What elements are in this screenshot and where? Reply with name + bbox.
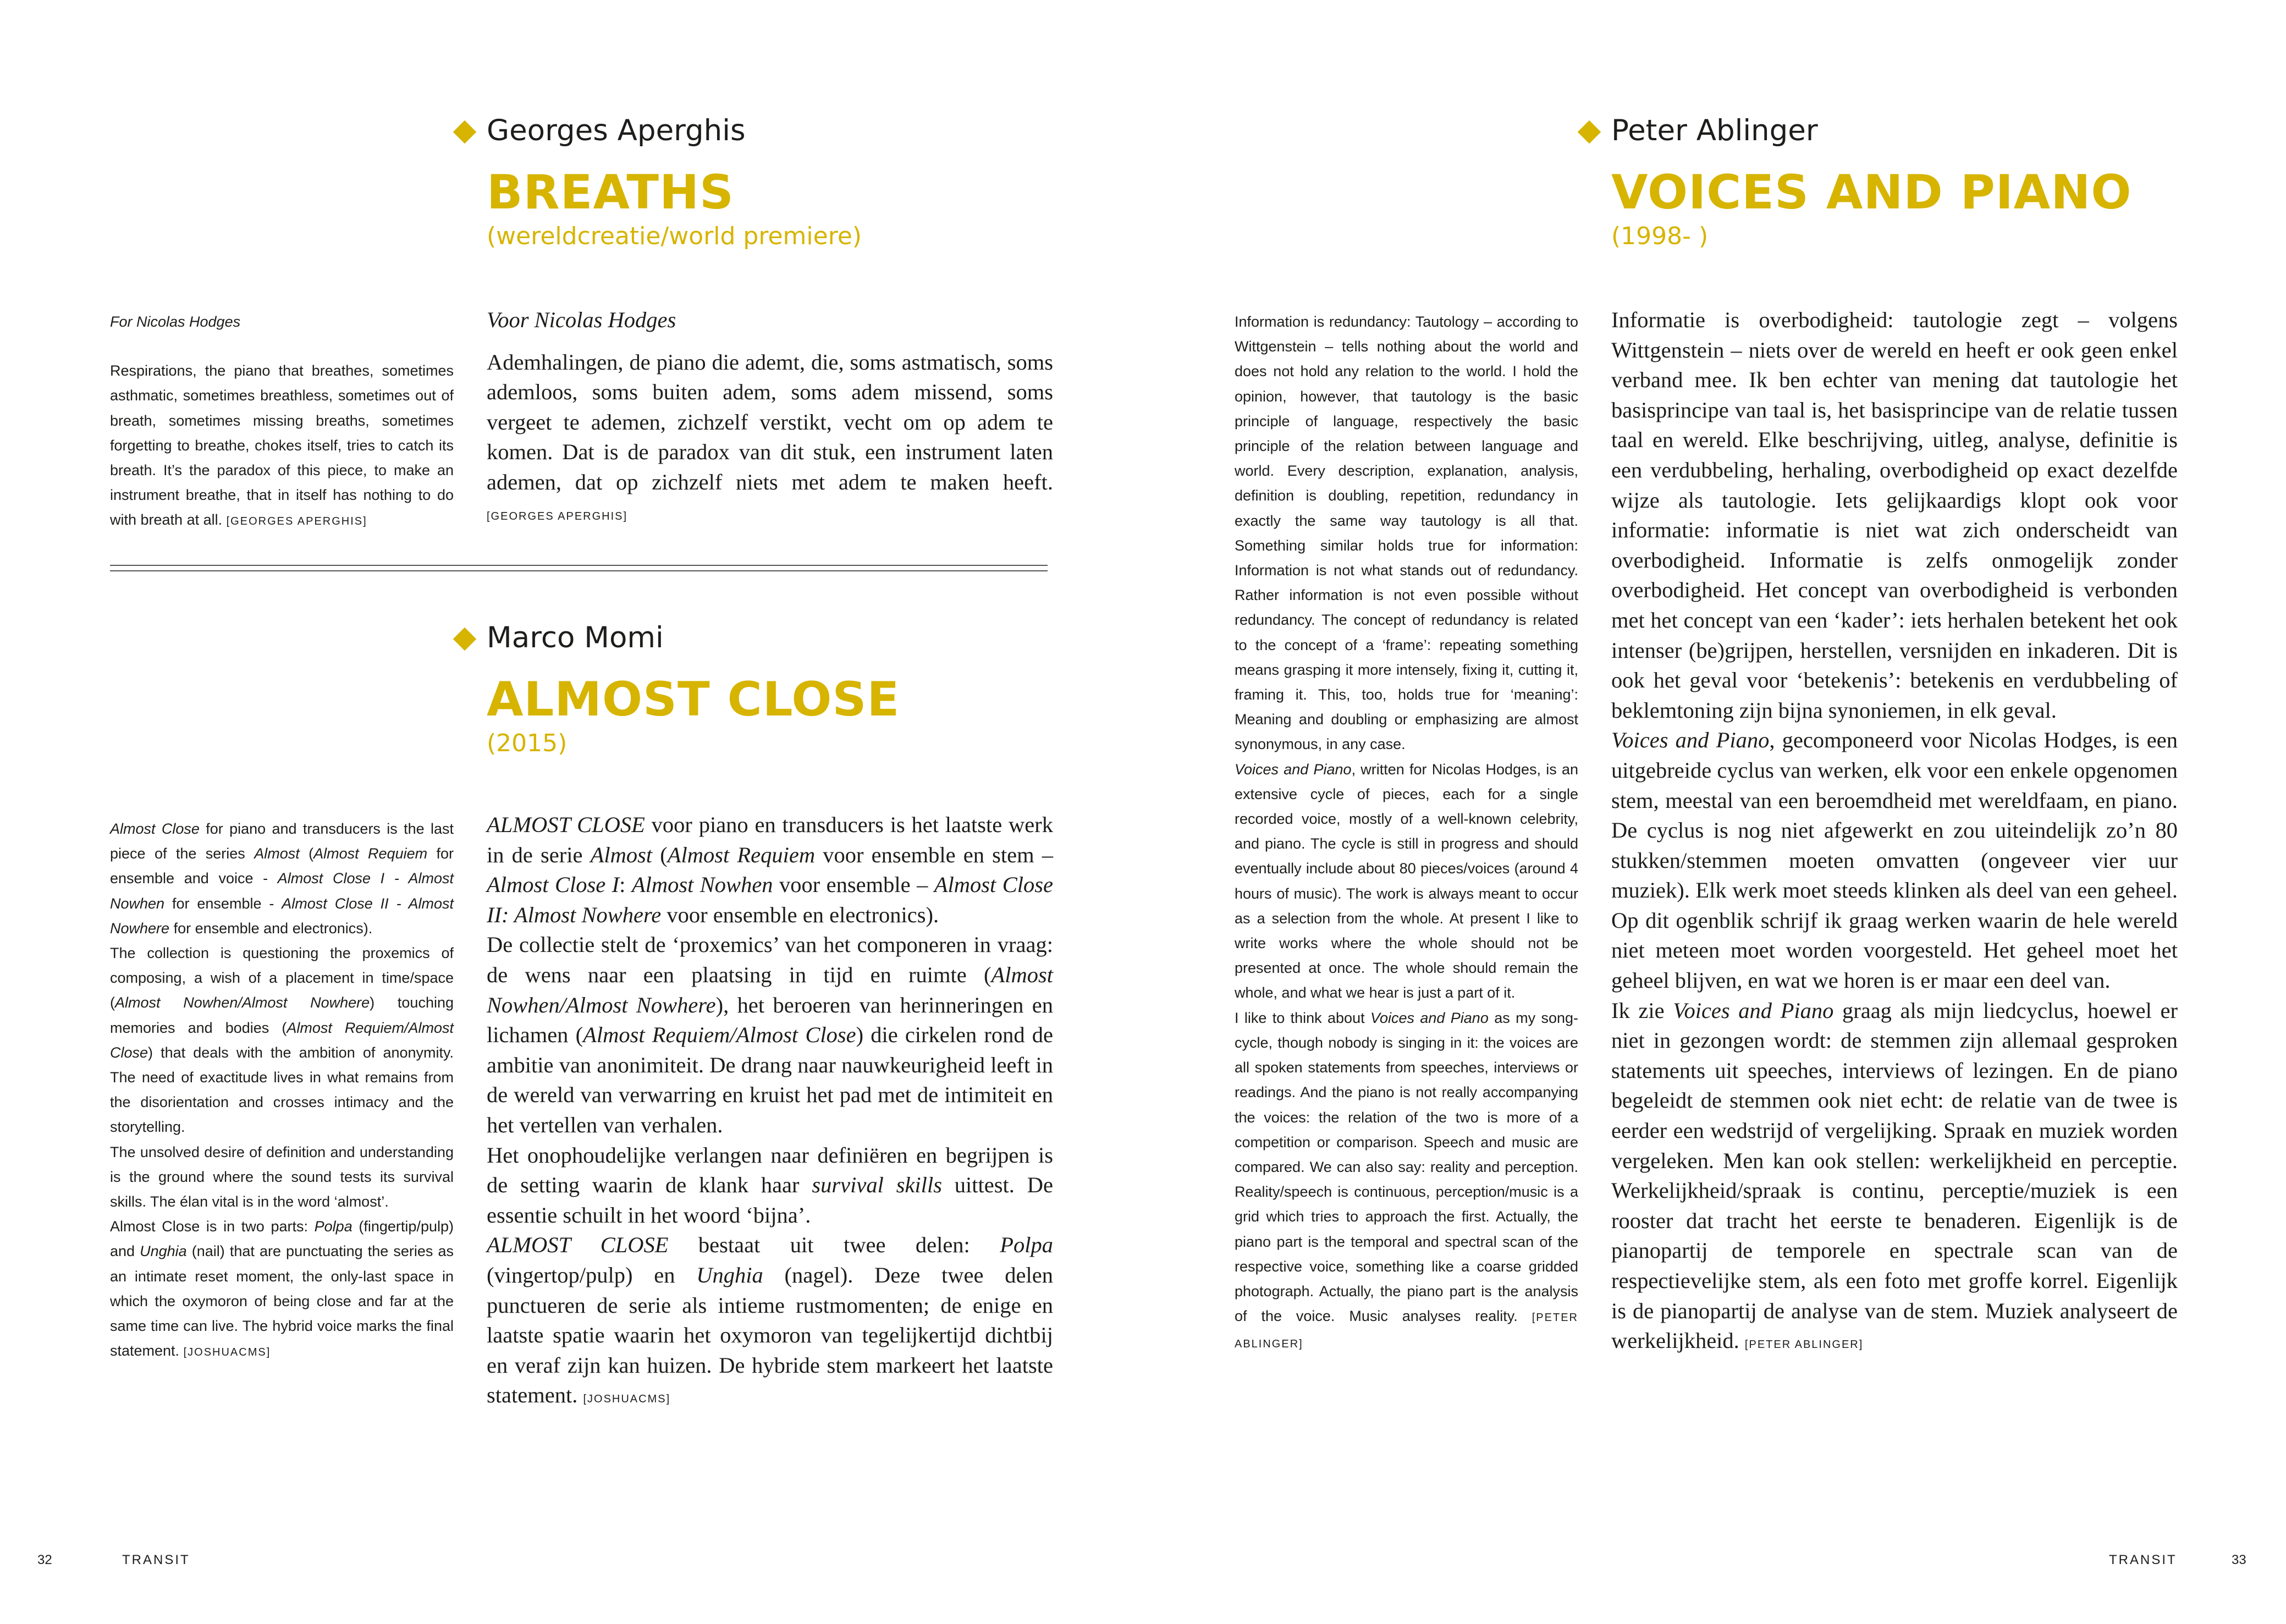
paragraph-dutch-momi-2: De collectie stelt de ‘proxemics’ van het componeren in vraag: de wens naar een plaatsing in tijd en ruimte (Almost Nowhen/Almost Nowhere), het beroeren van herinneringen en lichamen (Almost Requiem/Almost Close) die cirkelen rond de ambitie van anonimiteit. De drang naar nauwkeurigheid leeft in de wereld van verwarring en kruist het pad met de intimiteit en het vertellen van verhalen. (487, 932, 1054, 1137)
piece-subtitle-voices-and-piano: (1998- ) (1611, 222, 1709, 250)
author-credit: [PETER ABLINGER] (1235, 1312, 1578, 1351)
paragraph-dutch-momi-3: Het onophoudelijke verlangen naar definiëren en begrijpen is de setting waarin de klank haar survival skills uittest. De essentie schuilt in het woord ‘bijna’. (487, 1142, 1053, 1227)
page-number-left: 32 (37, 1553, 52, 1567)
diamond-bullet-icon (453, 120, 476, 144)
paragraph-english-ablinger-3: I like to think about Voices and Piano as my song-cycle, though nobody is singing in it: the voices are all spoken statements from speeches, interviews or readings. And the piano is not really accompanying the voices: the relation of the two is more of a competition or comparison. Speech and music are compared. We can also say: reality and perception. Reality/speech is continuous, perception/music is a grid which tries to approach the first. Actually, the piano part is the temporal and spectral scan of the respective voice, something like a coarse gridded photograph. Actually, the piano part is the analysis of the voice. Music analyses reality. [PETER ABLINGER] (1235, 1009, 1578, 1351)
dedication-dutch: Voor Nicolas Hodges (487, 307, 676, 332)
english-text-aperghis (110, 310, 454, 535)
composer-name-ablinger: Peter Ablinger (1611, 114, 1818, 147)
paragraph-english-momi-2: The collection is questioning the proxemics of composing, a wish of a placement in time/space (Almost Nowhen/Almost Nowhere) touching memories and bodies (Almost Requiem/Almost Close) that deals with the ambition of anonymity. The need of exactitude lives in what remains from the disorientation and crosses intimacy and the storytelling. (110, 945, 454, 1136)
author-credit: [PETER ABLINGER] (1744, 1339, 1864, 1351)
dutch-text-ablinger (1611, 305, 2178, 1360)
dutch-text-momi (487, 810, 1053, 1414)
paragraph-english-momi-3: The unsolved desire of definition and understanding is the ground where the sound tests its survival skills. The élan vital is in the word ‘almost’. (110, 1143, 454, 1210)
paragraph-english-ablinger-2: Voices and Piano, written for Nicolas Hodges, is an extensive cycle of pieces, each for a single recorded voice, mostly of a well-known celebrity, and piano. The cycle is still in progress and should eventually include about 80 pieces/voices (around 4 hours of music). The work is always meant to occur as a selection from the whole. At present I like to write works where the whole should not be presented at once. The whole should remain the whole, and what we hear is just a part of it. (1235, 761, 1578, 1001)
paragraph-dutch-aperghis: Ademhalingen, de piano die ademt, die, soms astmatisch, soms ademloos, soms buiten adem, soms adem missend, soms vergeet te ademen, zichzelf verstikt, vecht om op adem te komen. Dat is de paradox van dit stuk, een instrument laten ademen, dat op zichzelf niets met adem te maken heeft. [GEORGES APERGHIS] (487, 349, 1053, 522)
paragraph-english-momi-4: Almost Close is in two parts: Polpa (fingertip/pulp) and Unghia (nail) that are punctuating the series as an intimate reset moment, the only-last space in which the oxymoron of being close and far at the same time can live. The hybrid voice marks the final statement. [JOSHUACMS] (110, 1218, 454, 1359)
piece-subtitle-almost-close: (2015) (487, 729, 568, 757)
piece-title-almost-close: ALMOST CLOSE (487, 672, 900, 727)
author-credit: [GEORGES APERGHIS] (487, 510, 628, 522)
piece-subtitle-breaths: (wereldcreatie/world premiere) (487, 222, 862, 250)
section-divider (110, 565, 1048, 566)
author-credit: [JOSHUACMS] (183, 1346, 271, 1359)
dutch-text-aperghis (487, 305, 1053, 531)
page-number-right: 33 (2232, 1553, 2246, 1567)
paragraph-dutch-momi-1: ALMOST CLOSE voor piano en transducers is het laatste werk in de serie Almost (Almost Requiem voor ensemble en stem – Almost Close I: Almost Nowhen voor ensemble – Almost Close II: Almost Nowhere voor ensemble en electronics). (487, 812, 1053, 927)
diamond-bullet-icon (1578, 120, 1601, 144)
paragraph-dutch-ablinger-3: Ik zie Voices and Piano graag als mijn liedcyclus, hoewel er niet in gezongen wordt: de stemmen zijn allemaal gesproken statements uit speeches, interviews of lezingen. En de piano begeleidt de stemmen ook niet echt: de relatie van de twee is eerder een wedstrijd of vergelijking. Spraak en muziek worden vergeleken. Men kan ook stellen: werkelijkheid en perceptie. Werkelijkheid/spraak is continu, perceptie/muziek is een rooster dat tracht het eerste te benaderen. Eigenlijk is de pianopartij de temporele en spectrale scan van de respectievelijke stem, als een foto met groffe korrel. Eigenlijk is de pianopartij de analyse van de stem. Muziek analyseert de werkelijkheid. [PETER ABLINGER] (1611, 998, 2178, 1353)
running-footer-right: TRANSIT (2109, 1553, 2177, 1567)
paragraph-english-aperghis: Respirations, the piano that breathes, sometimes asthmatic, sometimes breathless, sometimes out of breath, sometimes missing breaths, sometimes forgetting to breathe, chokes itself, tries to catch its breath. It’s the paradox of this piece, to make an instrument breathe, that in itself has nothing to do with breath at all. [GEORGES APERGHIS] (110, 362, 454, 529)
paragraph-dutch-momi-4: ALMOST CLOSE bestaat uit twee delen: Polpa (vingertop/pulp) en Unghia (nagel). Deze twee delen punctueren de serie als intieme rustmomenten; de enige en laatste spatie waarin het oxymoron van tegelijkertijd dichtbij en veraf zijn kan huizen. De hybride stem markeert het laatste statement. [JOSHUACMS] (487, 1232, 1053, 1408)
paragraph-dutch-ablinger-1: Informatie is overbodigheid: tautologie zegt – volgens Wittgenstein – niets over de wereld en heeft er ook geen enkel verband mee. Ik ben echter van mening dat tautologie het basisprincipe van taal is, het basisprincipe van de relatie tussen taal en wereld. Elke beschrijving, uitleg, analyse, definitie is een verdubbeling, herhaling, overbodigheid op exact dezelfde wijze als tautologie. Iets gelijkaardigs klopt ook voor informatie: informatie is niet wat zich onderscheidt van overbodigheid. Informatie is zelfs onmogelijk zonder overbodigheid. Het concept van overbodigheid is verbonden met het concept van een ‘kader’: iets herhalen betekent het ook intenser (be)grijpen, herstellen, versnijden en inkaderen. Dit is ook het geval voor ‘betekenis’: betekenis en verdubbeling of beklemtoning zijn bijna synoniemen, in elk geval. (1611, 307, 2178, 723)
piece-title-breaths: BREATHS (487, 165, 734, 220)
paragraph-english-ablinger-1: Information is redundancy: Tautology – according to Wittgenstein – tells nothing about the world and does not hold any relation to the world. I hold the opinion, however, that tautology is the basic principle of language, respectively the basic principle of the relation between language and world. Every description, explanation, analysis, definition is doubling, repetition, redundancy in exactly the same way tautology is all that. Something similar holds true for information: Information is not what stands out of redundancy. Rather information is not even possible without redundancy. The concept of redundancy is related to the concept of a ‘frame’: repeating something means grasping it more intensely, fixing it, cutting it, framing it. This, too, holds true for ‘meaning’: Meaning and doubling or emphasizing are almost synonymous, in any case. (1235, 313, 1578, 753)
diamond-bullet-icon (453, 627, 476, 651)
paragraph-english-momi-1: Almost Close for piano and transducers is the last piece of the series Almost (Almost Requiem for ensemble and voice - Almost Close I - Almost Nowhen for ensemble - Almost Close II - Almost Nowhere for ensemble and electronics). (110, 821, 454, 937)
section-divider (110, 570, 1048, 571)
english-text-momi (110, 817, 454, 1365)
english-text-ablinger (1235, 310, 1578, 1357)
piece-title-voices-and-piano: VOICES AND PIANO (1611, 165, 2132, 220)
dedication-english: For Nicolas Hodges (110, 313, 241, 330)
author-credit: [JOSHUACMS] (583, 1393, 671, 1406)
running-footer-left: TRANSIT (122, 1553, 190, 1567)
composer-name-aperghis: Georges Aperghis (487, 114, 746, 147)
paragraph-dutch-ablinger-2: Voices and Piano, gecomponeerd voor Nicolas Hodges, is een uitgebreide cyclus van werken, elk voor een enkele opgenomen stem, meestal van een beroemdheid met wereldfaam, en piano. De cyclus is nog niet afgewerkt en zou uiteindelijk zo’n 80 stukken/stemmen moeten omvatten (ongeveer vier uur muziek). Elk werk moet steeds klinken als deel van een geheel. Op dit ogenblik schrijf ik graag werken waarin de hele wereld niet meteen moet worden voorgesteld. Het geheel moet het geheel blijven, en wat we horen is er maar een deel van. (1611, 728, 2178, 993)
composer-name-momi: Marco Momi (487, 621, 664, 654)
author-credit: [GEORGES APERGHIS] (226, 515, 367, 528)
